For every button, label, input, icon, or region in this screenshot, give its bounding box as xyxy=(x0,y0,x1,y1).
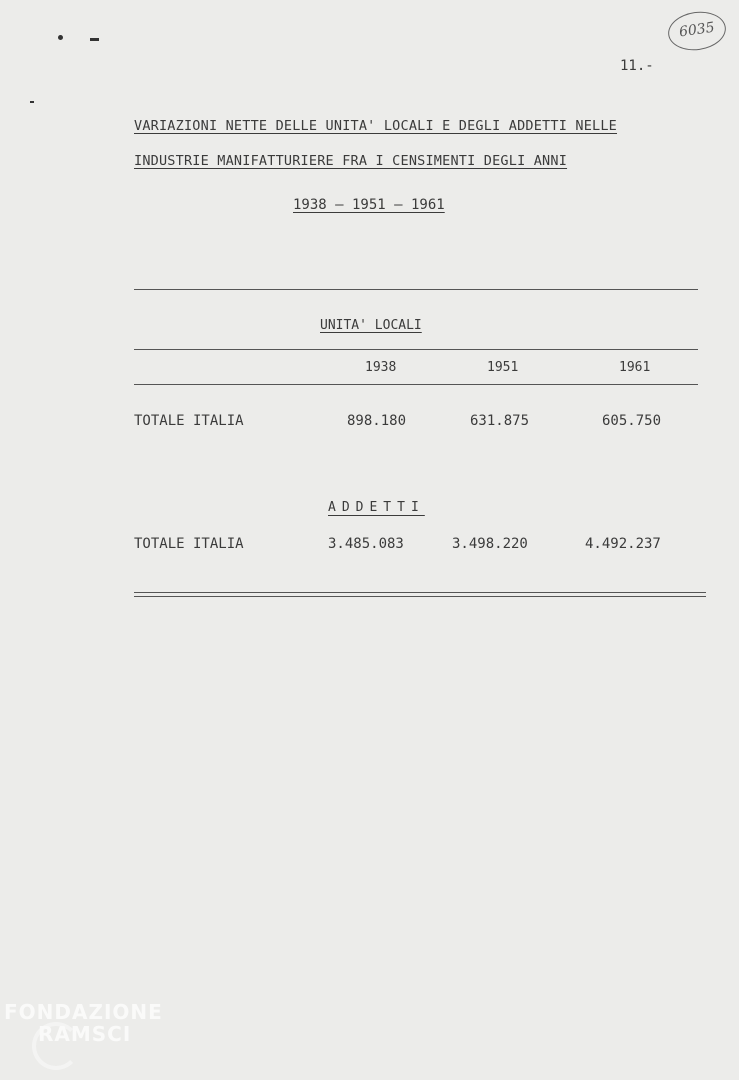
table-bottom-rule-1 xyxy=(134,592,706,593)
addetti-header: ADDETTI xyxy=(328,500,425,515)
watermark-line-2: RAMSCI xyxy=(38,1022,132,1046)
header-rule-bottom xyxy=(134,384,698,385)
addetti-value-1951: 3.498.220 xyxy=(452,536,528,552)
column-header-1938: 1938 xyxy=(365,360,397,375)
table-bottom-rule-2 xyxy=(134,596,706,597)
header-rule-top xyxy=(134,349,698,350)
punch-mark xyxy=(58,35,63,40)
addetti-value-1938: 3.485.083 xyxy=(328,536,404,552)
page-number: 11.- xyxy=(620,58,654,74)
watermark-line-1: FONDAZIONE xyxy=(4,1000,163,1024)
fondazione-gramsci-watermark xyxy=(4,1000,184,1046)
column-header-1961: 1961 xyxy=(619,360,651,375)
title-years: 1938 — 1951 — 1961 xyxy=(293,197,445,213)
archive-stamp: 6035 xyxy=(666,8,729,54)
unita-value-1961: 605.750 xyxy=(602,413,662,429)
unita-value-1938: 898.180 xyxy=(347,413,407,429)
punch-mark xyxy=(90,38,99,41)
unita-value-1951: 631.875 xyxy=(470,413,530,429)
addetti-row-label: TOTALE ITALIA xyxy=(134,536,244,552)
punch-mark xyxy=(30,101,34,103)
title-line-2: INDUSTRIE MANIFATTURIERE FRA I CENSIMENTI DEGLI ANNI xyxy=(134,153,568,169)
unita-row-label: TOTALE ITALIA xyxy=(134,413,244,429)
addetti-value-1961: 4.492.237 xyxy=(585,536,661,552)
watermark-g-icon xyxy=(32,1022,80,1070)
column-header-1951: 1951 xyxy=(487,360,519,375)
unita-locali-header: UNITA' LOCALI xyxy=(320,318,422,333)
title-line-1: VARIAZIONI NETTE DELLE UNITA' LOCALI E DEGLI ADDETTI NELLE xyxy=(134,118,618,134)
table-top-rule xyxy=(134,289,698,290)
